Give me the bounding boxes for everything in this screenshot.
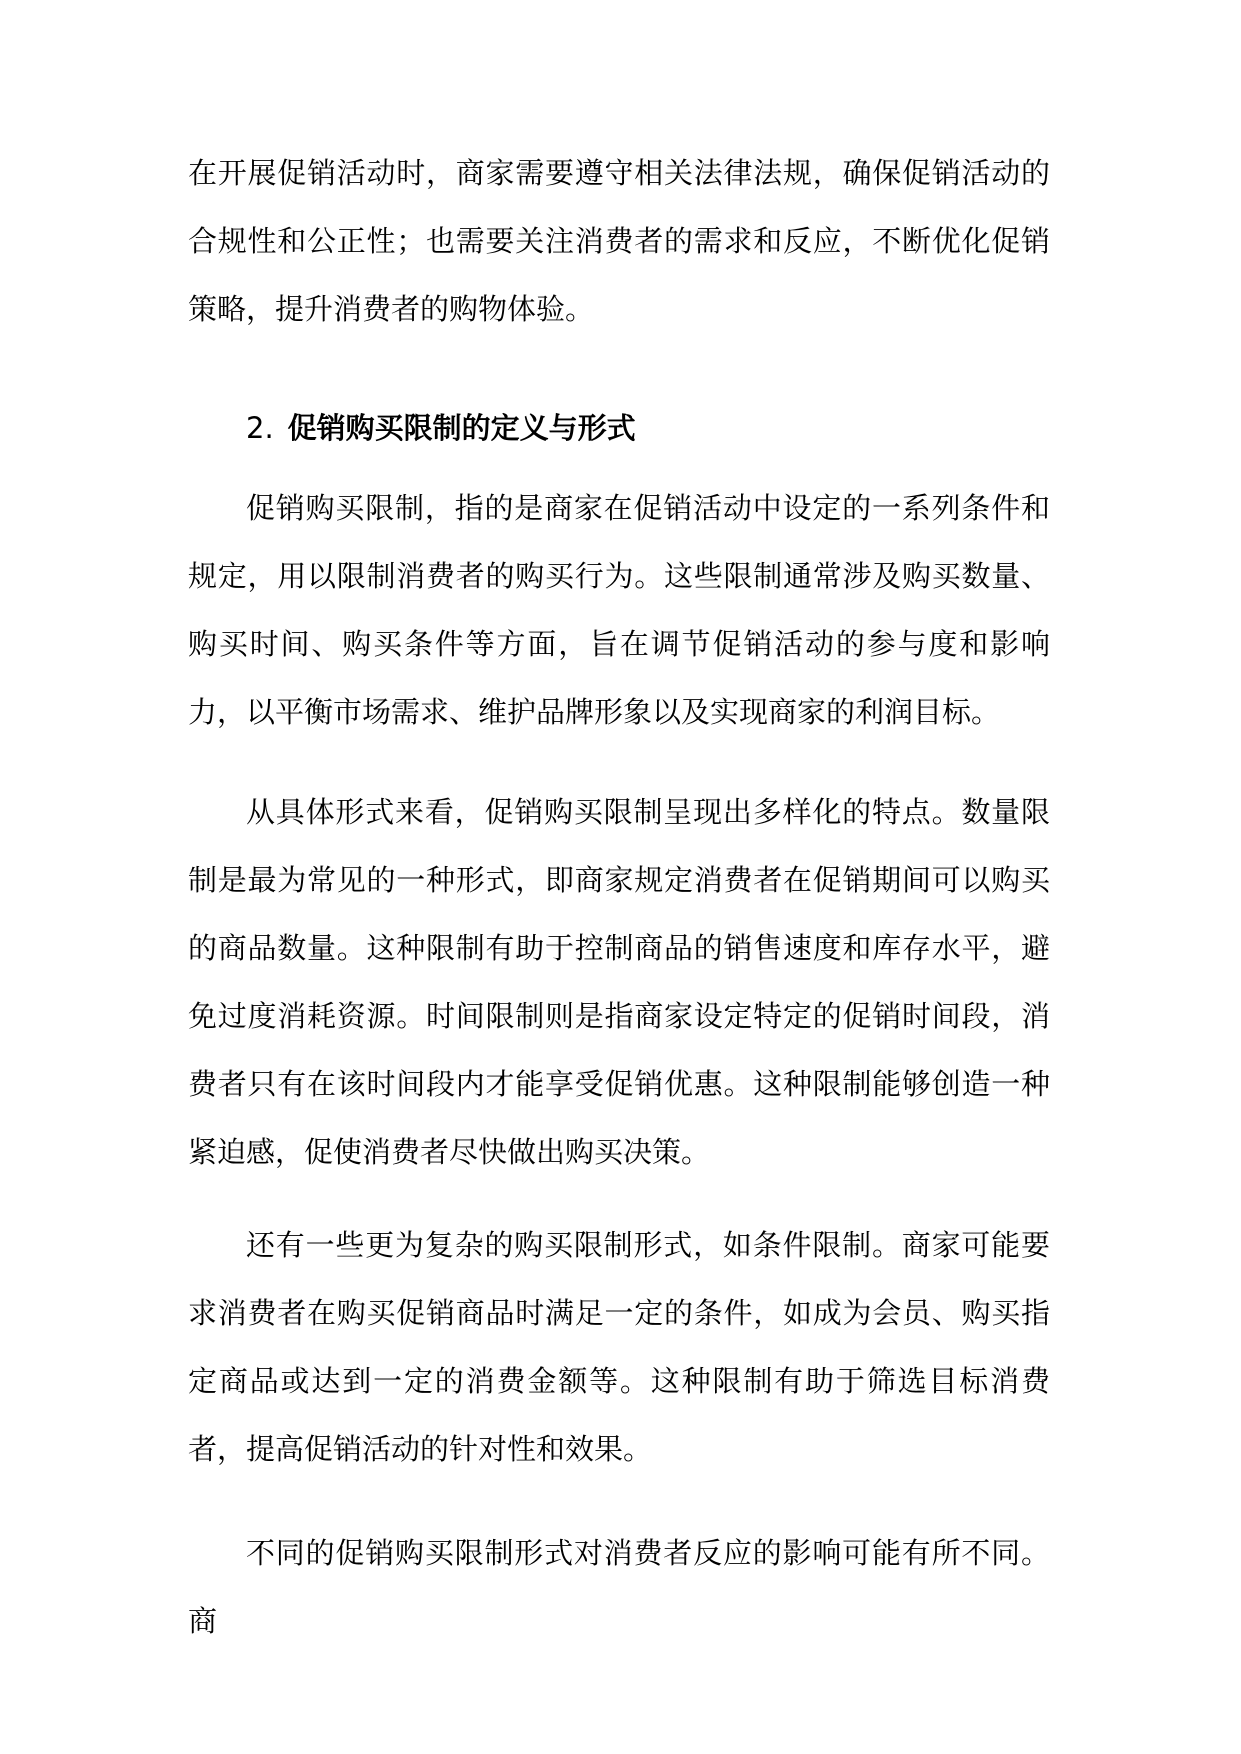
paragraph-conditions: 还有一些更为复杂的购买限制形式，如条件限制。商家可能要求消费者在购买促销商品时满足一定的条件，如成为会员、购买指定商品或达到一定的消费金额等。这种限制有助于筛选目标消费者，提高促销活动的针对性和效果。 xyxy=(188,1228,1050,1466)
section-number: 2. xyxy=(246,411,274,445)
section-title: 促销购买限制的定义与形式 xyxy=(287,411,636,445)
paragraph-definition: 促销购买限制，指的是商家在促销活动中设定的一系列条件和规定，用以限制消费者的购买行为。这些限制通常涉及购买数量、购买时间、购买条件等方面，旨在调节促销活动的参与度和影响力，以平衡市场需求、维护品牌形象以及实现商家的利润目标。 xyxy=(188,491,1050,729)
paragraph-forms: 从具体形式来看，促销购买限制呈现出多样化的特点。数量限制是最为常见的一种形式，即商家规定消费者在促销期间可以购买的商品数量。这种限制有助于控制商品的销售速度和库存水平，避免过度消耗资源。时间限制则是指商家设定特定的促销时间段，消费者只有在该时间段内才能享受促销优惠。这种限制能够创造一种紧迫感，促使消费者尽快做出购买决策。 xyxy=(188,795,1050,1169)
paragraph-intro: 在开展促销活动时，商家需要遵守相关法律法规，确保促销活动的合规性和公正性；也需要关注消费者的需求和反应，不断优化促销策略，提升消费者的购物体验。 xyxy=(188,156,1050,326)
section-heading xyxy=(246,394,636,462)
paragraph-differences: 不同的促销购买限制形式对消费者反应的影响可能有所不同。商 xyxy=(188,1536,1050,1638)
